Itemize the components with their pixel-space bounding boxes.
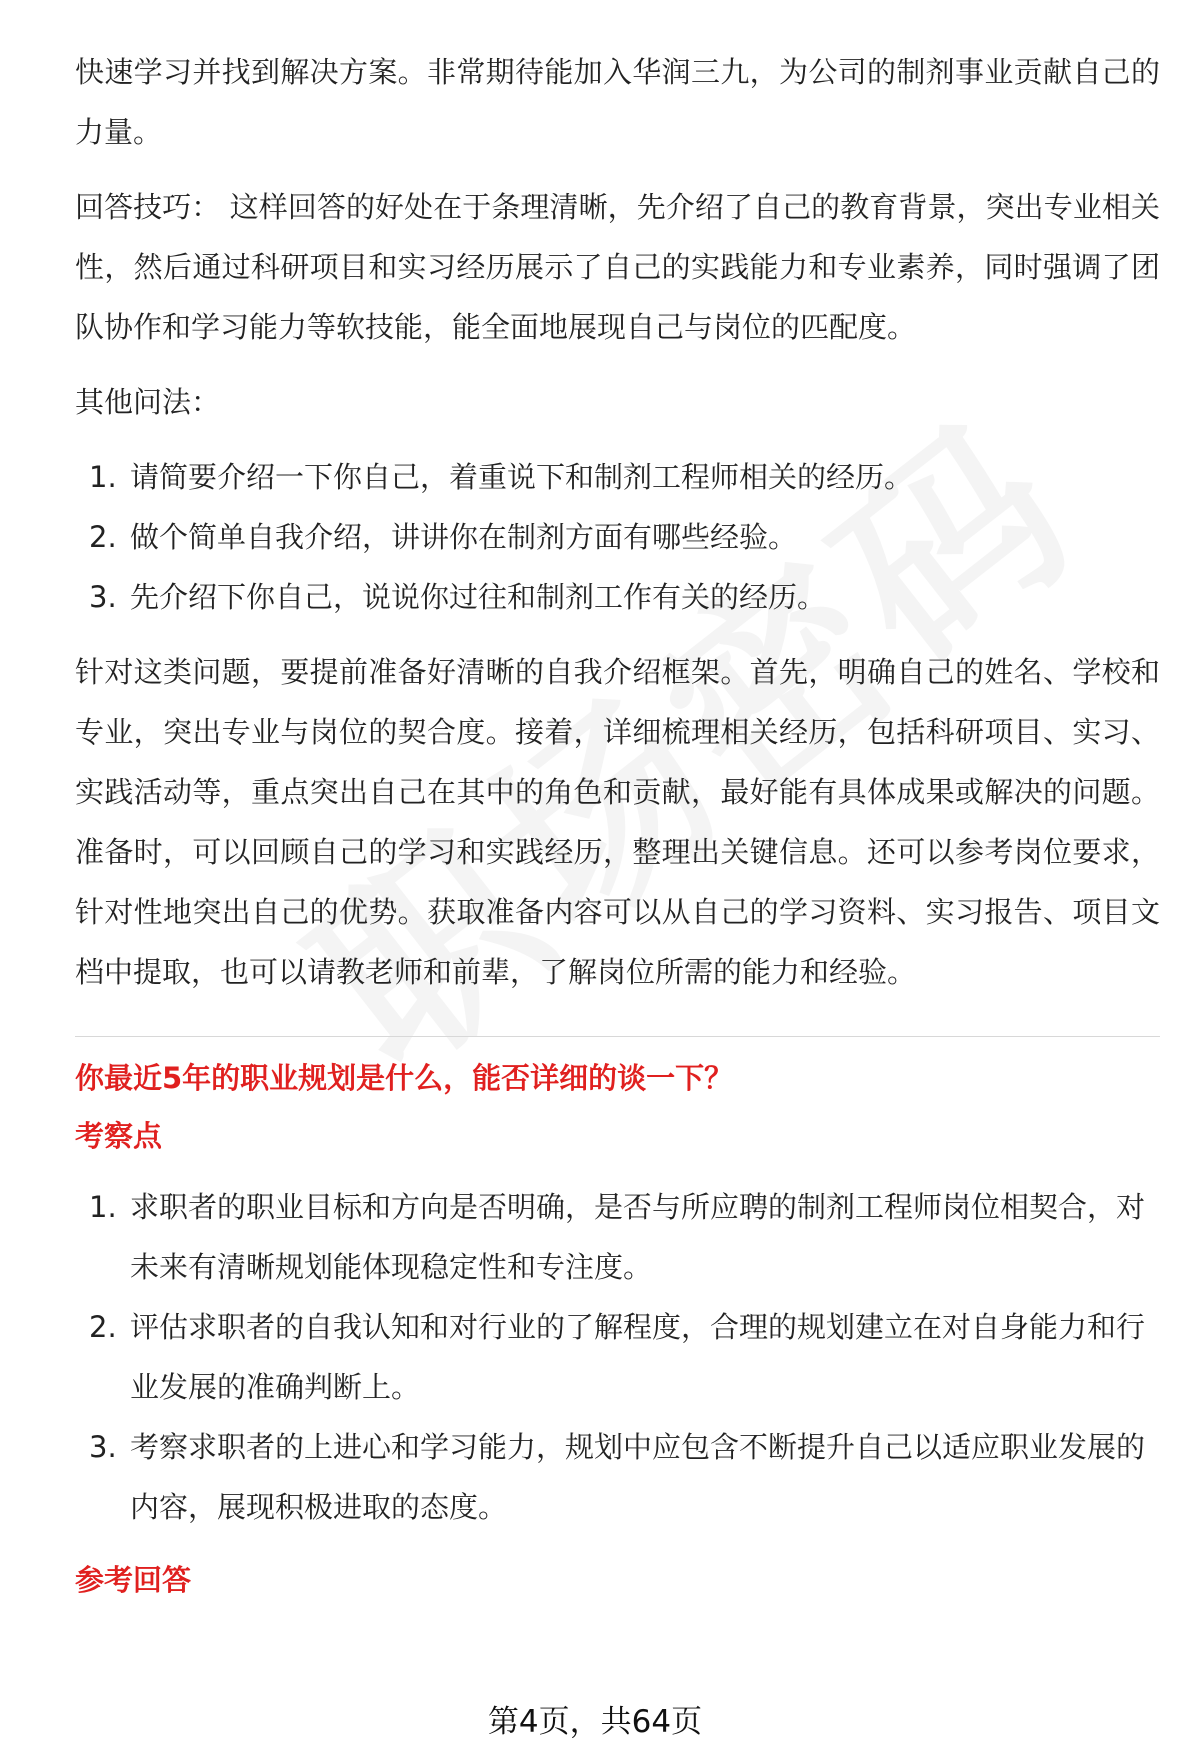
list-item: 3. 考察求职者的上进心和学习能力，规划中应包含不断提升自己以适应职业发展的内容，展现积极进取的态度。 [89,1430,1146,1524]
list-item: 1. 请简要介绍一下你自己，着重说下和制剂工程师相关的经历。 [89,460,914,494]
list-item-text: 做个简单自我介绍，讲讲你在制剂方面有哪些经验。 [130,520,798,554]
question-title: 你最近5年的职业规划是什么，能否详细的谈一下？ [75,1061,734,1095]
list-item-text: 请简要介绍一下你自己，着重说下和制剂工程师相关的经历。 [130,460,914,494]
page-number: 第4页，共64页 [487,1704,703,1740]
other-questions-label: 其他问法： [75,385,221,419]
preparation-advice: 针对这类问题，要提前准备好清晰的自我介绍框架。首先，明确自己的姓名、学校和专业，突出专业与岗位的契合度。接着，详细梳理相关经历，包括科研项目、实习、实践活动等，重点突出自己在其中的角色和贡献，最好能有具体成果或解决的问题。准备时，可以回顾自己的学习和实践经历，整理出关键信息。还可以参考岗位要求，针对性地突出自己的优势。获取准备内容可以从自己的学习资料、实习报告、项目文档中提取，也可以请教老师和前辈，了解岗位所需的能力和经验。 [75,655,1160,989]
focus-heading: 考察点 [75,1119,163,1153]
list-item-text: 先介绍下你自己，说说你过往和制剂工作有关的经历。 [130,580,827,614]
list-item-text: 考察求职者的上进心和学习能力，规划中应包含不断提升自己以适应职业发展的内容，展现积极进取的态度。 [130,1430,1146,1524]
list-item: 1. 求职者的职业目标和方向是否明确，是否与所应聘的制剂工程师岗位相契合，对未来有清晰规划能体现稳定性和专注度。 [89,1190,1146,1284]
list-item-text: 评估求职者的自我认知和对行业的了解程度，合理的规划建立在对自身能力和行业发展的准确判断上。 [130,1310,1146,1404]
list-item: 2. 做个简单自我介绍，讲讲你在制剂方面有哪些经验。 [89,520,798,554]
focus-list [75,1177,1160,1537]
section-divider [75,1036,1160,1037]
list-item: 2. 评估求职者的自我认知和对行业的了解程度，合理的规划建立在对自身能力和行业发展的准确判断上。 [89,1310,1146,1404]
list-item: 3. 先介绍下你自己，说说你过往和制剂工作有关的经历。 [89,580,827,614]
intro-continuation: 快速学习并找到解决方案。非常期待能加入华润三九，为公司的制剂事业贡献自己的力量。 [75,55,1160,149]
content [75,42,1160,1609]
answer-tips: 回答技巧： 这样回答的好处在于条理清晰，先介绍了自己的教育背景，突出专业相关性，然后通过科研项目和实习经历展示了自己的实践能力和专业素养，同时强调了团队协作和学习能力等软技能，能全面地展现自己与岗位的匹配度。 [75,190,1160,344]
list-item-text: 求职者的职业目标和方向是否明确，是否与所应聘的制剂工程师岗位相契合，对未来有清晰规划能体现稳定性和专注度。 [130,1190,1146,1284]
other-questions-list [75,447,1160,627]
reference-answer-heading: 参考回答 [75,1563,192,1597]
